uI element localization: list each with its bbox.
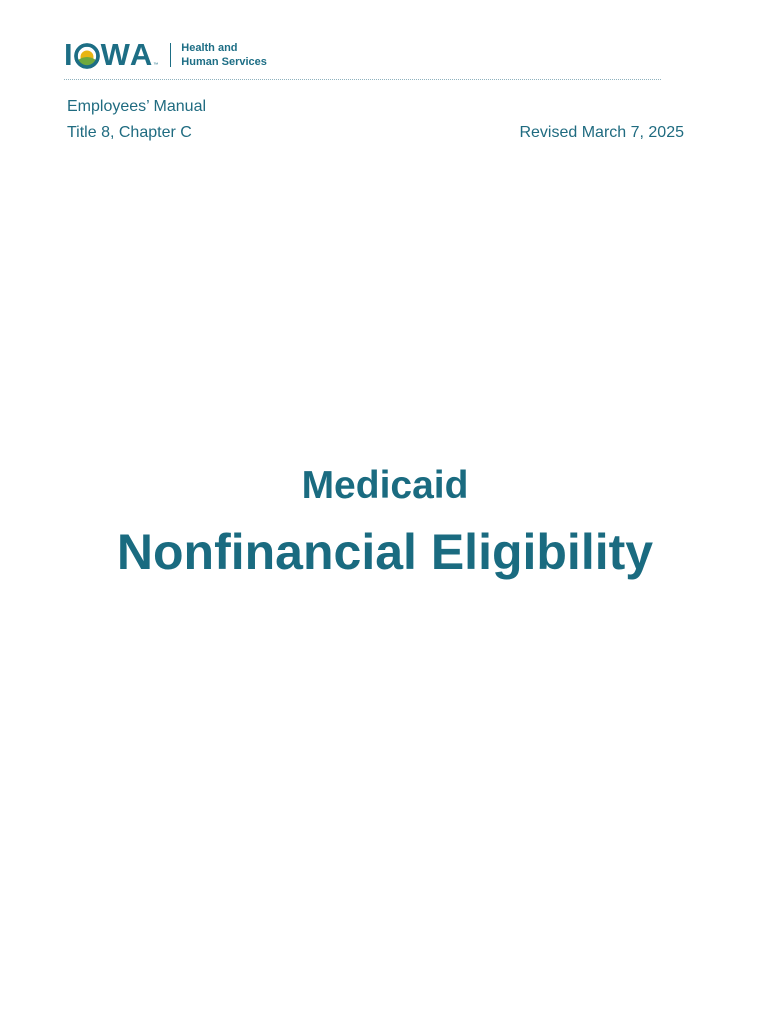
logo-letter-a: A <box>129 37 153 72</box>
iowa-sun-o-icon <box>74 42 100 68</box>
title-line-2: Nonfinancial Eligibility <box>116 524 654 580</box>
title-line-1: Medicaid <box>301 464 469 507</box>
iowa-hhs-logo <box>64 38 267 72</box>
document-meta-right <box>519 120 684 146</box>
agency-line-2: Human Services <box>181 56 267 68</box>
trademark-mark: ™ <box>153 62 159 68</box>
iowa-letters <box>64 38 152 72</box>
cover-title <box>0 458 770 588</box>
logo-letter-w: W <box>100 37 130 72</box>
chapter-label: Title 8, Chapter C <box>67 124 192 141</box>
document-meta-left <box>67 94 206 146</box>
manual-title: Employees’ Manual <box>67 98 207 115</box>
logo-letter-i: I <box>64 37 73 72</box>
header-rule <box>64 79 661 80</box>
agency-name <box>181 41 267 69</box>
iowa-wordmark <box>64 38 158 72</box>
logo-divider <box>170 43 171 67</box>
revised-date: Revised March 7, 2025 <box>519 124 684 141</box>
agency-line-1: Health and <box>181 42 238 54</box>
